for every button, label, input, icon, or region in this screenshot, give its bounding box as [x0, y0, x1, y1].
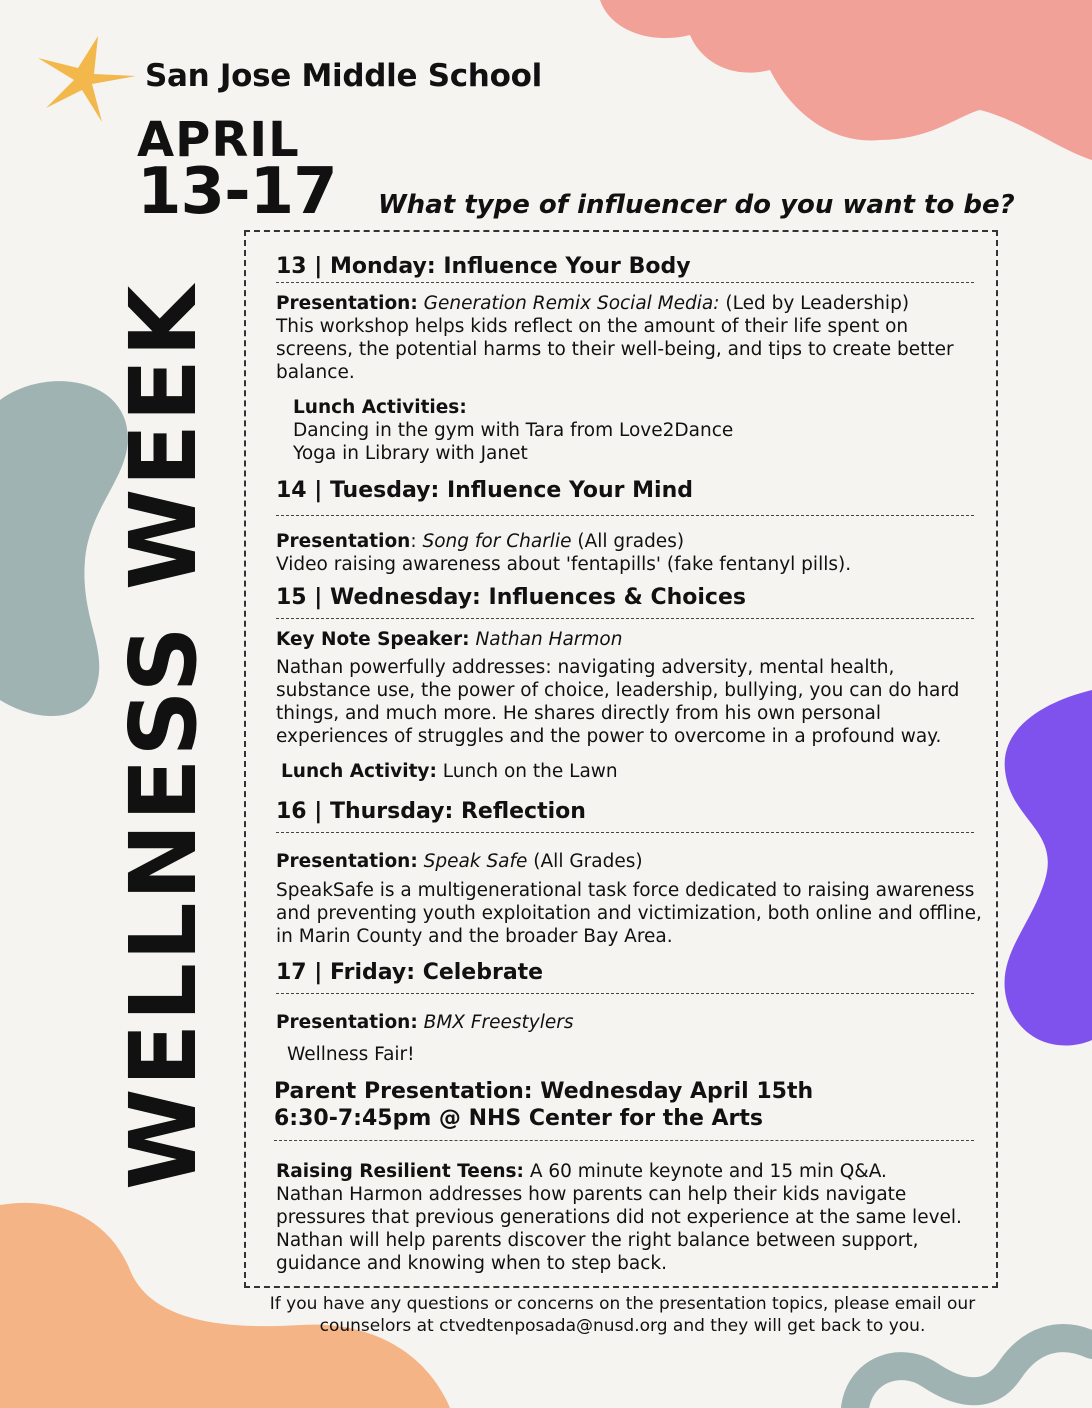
teal-blob — [0, 381, 128, 716]
pink-blob — [600, 0, 1092, 160]
parent-presentation-heading: Parent Presentation: Wednesday April 15th 6:30-7:45pm @ NHS Center for the Arts — [274, 1078, 974, 1141]
wednesday-speaker: Key Note Speaker: Nathan Harmon — [276, 629, 623, 650]
monday-presentation: Presentation: Generation Remix Social Media: (Led by Leadership) This workshop helps kids reflect on the amount of their life spent on screens, the potential harms to their well-being, and tips to create better balance. — [276, 293, 954, 383]
parent-presentation-details: Raising Resilient Teens: A 60 minute keynote and 15 min Q&A. Nathan Harmon addresses how parents can help their kids navigate pressures that previous generations did not experience at the same level. Nathan will help parents discover the right balance between support, guidance and knowing when to step back. — [276, 1161, 962, 1274]
day-heading-thursday: 16 | Thursday: Reflection — [276, 799, 974, 833]
event-dates: 13-17 — [137, 155, 337, 229]
vertical-title: WELLNESS WEEK — [110, 283, 217, 1190]
day-heading-tuesday: 14 | Tuesday: Influence Your Mind — [276, 478, 974, 516]
footer-contact: If you have any questions or concerns on the presentation topics, please email our counselors at ctvedtenposada@nusd.org and they will get back to you. — [269, 1294, 976, 1336]
tuesday-presentation: Presentation: Song for Charlie (All grades) Video raising awareness about 'fentapills' (fake fentanyl pills). — [276, 531, 852, 575]
thursday-presentation: Presentation: Speak Safe (All Grades) — [276, 851, 643, 872]
thursday-description: SpeakSafe is a multigenerational task force dedicated to raising awareness and preventing youth exploitation and victimization, both online and offline, in Marin County and the broader Bay Area. — [276, 880, 982, 947]
wednesday-description: Nathan powerfully addresses: navigating adversity, mental health, substance use, the power of choice, leadership, bullying, you can do hard things, and much more. He shares directly from his own personal experiences of struggles and the power to overcome in a profound way. — [276, 657, 960, 747]
star-icon — [38, 36, 138, 126]
day-heading-wednesday: 15 | Wednesday: Influences & Choices — [276, 585, 974, 619]
schedule-box — [244, 230, 998, 1288]
monday-lunch: Lunch Activities: Dancing in the gym with Tara from Love2Dance Yoga in Library with Janet — [293, 397, 734, 464]
teal-squiggle — [855, 1338, 1092, 1408]
friday-extra: Wellness Fair! — [287, 1044, 415, 1065]
event-month: APRIL — [137, 112, 300, 168]
day-heading-monday: 13 | Monday: Influence Your Body — [276, 254, 974, 283]
friday-presentation: Presentation: BMX Freestylers — [276, 1012, 574, 1033]
wednesday-lunch: Lunch Activity: Lunch on the Lawn — [281, 761, 618, 782]
purple-blob — [1005, 690, 1092, 1046]
tagline: What type of influencer do you want to be? — [378, 190, 1015, 220]
day-heading-friday: 17 | Friday: Celebrate — [276, 960, 974, 994]
school-name: San Jose Middle School — [145, 58, 542, 94]
